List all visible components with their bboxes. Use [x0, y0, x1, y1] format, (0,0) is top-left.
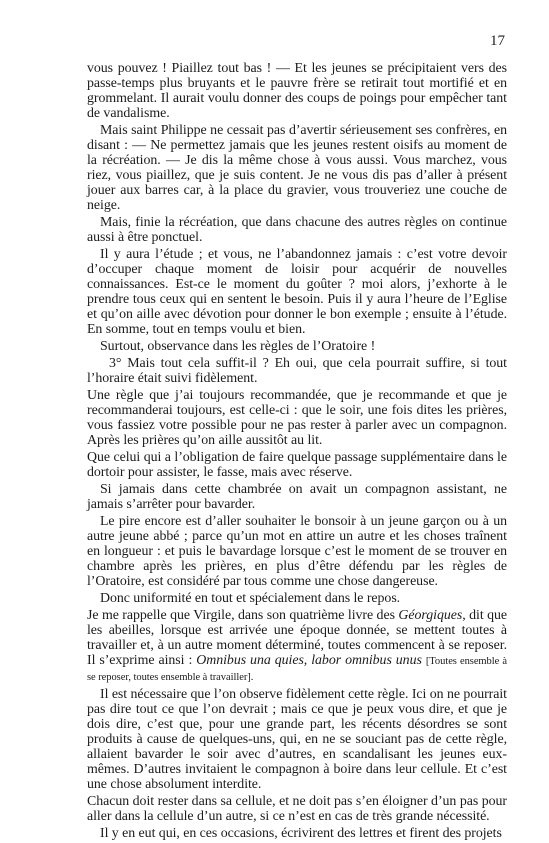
- virgil-text-start: Je me rappelle que Virgile, dans son quatrième livre des: [87, 608, 399, 623]
- paragraph-14: Chacun doit rester dans sa cellule, et ne doit pas s’en éloigner d’un pas pour aller dans la cellule d’un autre, si ce n’est en cas de très grande nécessité.: [87, 794, 507, 824]
- paragraph-1: vous pouvez ! Piaillez tout bas ! — Et les jeunes se précipitaient vers des passe-temps plus bruyants et le pauvre frère se retirait tout mortifié et en grommelant. Il aurait voulu donner des coups de poings pour empêcher tant de vandalisme.: [87, 61, 507, 121]
- paragraph-8: Que celui qui a l’obligation de faire quelque passage supplémentaire dans le dortoir pour assister, le fasse, mais avec réserve.: [87, 450, 507, 480]
- paragraph-5: Surtout, observance dans les règles de l’Oratoire !: [100, 339, 376, 354]
- paragraph-7: Une règle que j’ai toujours recommandée, que je recommande et que je recommanderai toujours, est celle-ci : que le soir, une fois dites les prières, vous fassiez votre possible pour ne pas rester à parler avec un compagnon. Après les prières qu’on aille aussitôt au lit.: [87, 388, 507, 448]
- paragraph-4: Il y aura l’étude ; et vous, ne l’abandonnez jamais : c’est votre devoir d’occuper chaque moment de loisir pour acquérir de nouvelles connaissances. Est-ce le moment du goûter ? moi alors, j’exhorte à le prendre tous ceux qui en sentent le besoin. Puis il y aura l’heure de l’Eglise et qu’on aille avec dévotion pour donner le bon exemple ; ensuite à l’étude. En somme, tout en temps voulu et bien.: [87, 247, 507, 337]
- page-body: [87, 61, 507, 843]
- virgil-text-middle: , dit que les abeilles, lorsque est arrivée une époque donnée, se mettent toutes à travailler et, à un autre moment déterminé, toutes commencent à se reposer. Il s’exprime ainsi :: [87, 608, 507, 668]
- latin-quote: Omnibus una quies, labor omnibus unus: [196, 653, 422, 668]
- quote-translation: [Toutes ensemble à se reposer, toutes ensemble à travailler].: [87, 656, 507, 683]
- paragraph-6: 3° Mais tout cela suffit-il ? Eh oui, que cela pourrait suffire, si tout l’horaire était suivi fidèlement.: [87, 356, 507, 386]
- paragraph-10: Le pire encore est d’aller souhaiter le bonsoir à un jeune garçon ou à un autre jeune abbé ; parce qu’un mot en attire un autre et les choses traînent en longueur : et puis le bavardage lorsque c’est le moment de se trouver en chambre après les prières, en plus d’être défendu par les règles de l’Oratoire, est considéré par tous comme une chose dangereuse.: [87, 514, 507, 589]
- page-number: 17: [490, 33, 505, 49]
- paragraph-2: Mais saint Philippe ne cessait pas d’avertir sérieusement ses confrères, en disant : — Ne permettez jamais que les jeunes restent oisifs au moment de la récréation. — Je dis la même chose à vous aussi. Vous marchez, vous riez, vous piaillez, que je suis content. Je ne vous dis pas d’aller à présent jouer aux barres car, à la place du gravier, vous trouveriez une couche de neige.: [87, 123, 507, 213]
- paragraph-3: Mais, finie la récréation, que dans chacune des autres règles on continue aussi à être ponctuel.: [87, 215, 507, 245]
- paragraph-9: Si jamais dans cette chambrée on avait un compagnon assistant, ne jamais s’arrêter pour bavarder.: [87, 482, 507, 512]
- paragraph-15: Il y en eut qui, en ces occasions, écrivirent des lettres et firent des projets: [100, 826, 502, 841]
- paragraph-11: Donc uniformité en tout et spécialement dans le repos.: [100, 591, 401, 606]
- paragraph-13: Il est nécessaire que l’on observe fidèlement cette règle. Ici on ne pourrait pas dire tout ce que l’on devrait ; mais ce que je peux vous dire, et que je dois dire, c’est que, pour une grande part, les récents désordres se sont produits à cause de quelques-uns, qui, en ne se souciant pas de cette règle, allaient bavarder le soir avec d’autres, en scandalisant les jeunes eux-mêmes. D’autres invitaient le compagnon à boire dans leur cellule. Et c’est une chose absolument interdite.: [87, 687, 507, 792]
- book-title: Géorgiques: [398, 608, 463, 623]
- paragraph-12: [87, 608, 507, 685]
